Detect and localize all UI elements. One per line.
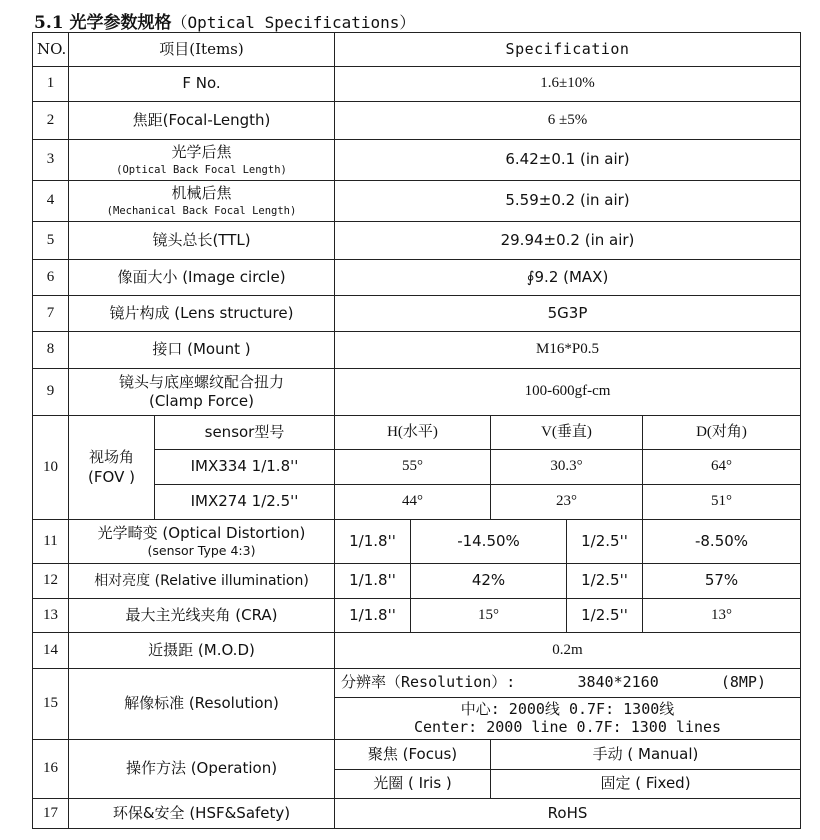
table-row (33, 222, 801, 260)
item-label: 环保&安全 (HSF&Safety) (69, 799, 335, 829)
table-row (33, 140, 801, 181)
fov-v-value: 23° (491, 485, 643, 520)
spec-value: ∮9.2 (MAX) (335, 260, 801, 296)
sensor-size: 1/2.5'' (567, 564, 643, 599)
spec-value: 29.94±0.2 (in air) (335, 222, 801, 260)
row-number: 4 (33, 181, 69, 222)
spec-value: 6.42±0.1 (in air) (335, 140, 801, 181)
row-number: 12 (33, 564, 69, 599)
distortion-value: -14.50% (411, 520, 567, 564)
item-label: F No. (69, 67, 335, 102)
spec-value: 6 ±5% (335, 102, 801, 140)
sensor-size: 1/1.8'' (335, 599, 411, 633)
fov-d-value: 64° (643, 450, 801, 485)
fov-h-header: H(水平) (335, 416, 491, 450)
row-number: 16 (33, 740, 69, 799)
table-row (33, 102, 801, 140)
sensor-size: 1/2.5'' (567, 520, 643, 564)
item-label: 最大主光线夹角 (CRA) (69, 599, 335, 633)
table-row (33, 599, 801, 633)
spec-value: 0.2m (335, 633, 801, 669)
table-row (33, 67, 801, 102)
spec-value: 5.59±0.2 (in air) (335, 181, 801, 222)
fov-sensor-header: sensor型号 (155, 416, 335, 450)
header-no: NO. (33, 33, 69, 67)
fov-v-value: 30.3° (491, 450, 643, 485)
sensor-size: 1/1.8'' (335, 520, 411, 564)
item-label: 焦距(Focal-Length) (69, 102, 335, 140)
table-row (33, 633, 801, 669)
row-number: 13 (33, 599, 69, 633)
table-row (33, 564, 801, 599)
table-row (33, 799, 801, 829)
table-row (33, 296, 801, 332)
row-number: 7 (33, 296, 69, 332)
spec-value: 1.6±10% (335, 67, 801, 102)
spec-value: M16*P0.5 (335, 332, 801, 369)
row-number: 11 (33, 520, 69, 564)
optical-spec-table (32, 32, 801, 829)
item-label: 像面大小 (Image circle) (69, 260, 335, 296)
item-label: 解像标准 (Resolution) (69, 669, 335, 740)
sensor-size: 1/1.8'' (335, 564, 411, 599)
fov-h-value: 55° (335, 450, 491, 485)
illumination-value: 42% (411, 564, 567, 599)
table-row (33, 332, 801, 369)
focus-value: 手动 ( Manual) (491, 740, 801, 770)
item-label: 镜头与底座螺纹配合扭力 (Clamp Force) (69, 369, 335, 416)
fov-h-value: 44° (335, 485, 491, 520)
row-number: 14 (33, 633, 69, 669)
item-label: 镜头总长(TTL) (69, 222, 335, 260)
resolution-row (33, 669, 801, 698)
item-label: 光学后焦 (Optical Back Focal Length) (69, 140, 335, 181)
item-label: 接口 (Mount ) (69, 332, 335, 369)
fov-d-value: 51° (643, 485, 801, 520)
spec-value: 5G3P (335, 296, 801, 332)
row-number: 2 (33, 102, 69, 140)
item-label: 视场角 (FOV ) (69, 416, 155, 520)
row-number: 3 (33, 140, 69, 181)
row-number: 8 (33, 332, 69, 369)
cra-value: 13° (643, 599, 801, 633)
row-number: 17 (33, 799, 69, 829)
item-label: 机械后焦 (Mechanical Back Focal Length) (69, 181, 335, 222)
resolution-value: 分辨率（Resolution）: 3840*2160 (8MP) (335, 669, 801, 698)
row-number: 5 (33, 222, 69, 260)
item-label: 操作方法 (Operation) (69, 740, 335, 799)
fov-v-header: V(垂直) (491, 416, 643, 450)
resolution-lines: 中心: 2000线 0.7F: 1300线 Center: 2000 line 0.7F: 1300 lines (335, 698, 801, 740)
illumination-value: 57% (643, 564, 801, 599)
spec-value: 100-600gf-cm (335, 369, 801, 416)
fov-header-row (33, 416, 801, 450)
item-label: 镜片构成 (Lens structure) (69, 296, 335, 332)
section-title: 5.1 光学参数规格（Optical Specifications） (34, 13, 416, 33)
row-number: 10 (33, 416, 69, 520)
item-label: 相对亮度 (Relative illumination) (69, 564, 335, 599)
header-items: 项目(Items) (69, 33, 335, 67)
item-label: 光学畸变 (Optical Distortion) (sensor Type 4:3) (69, 520, 335, 564)
table-row (33, 369, 801, 416)
cra-value: 15° (411, 599, 567, 633)
iris-value: 固定 ( Fixed) (491, 770, 801, 799)
fov-sensor-name: IMX334 1/1.8'' (155, 450, 335, 485)
header-specification: Specification (335, 33, 801, 67)
table-row (33, 260, 801, 296)
spec-value: RoHS (335, 799, 801, 829)
fov-sensor-name: IMX274 1/2.5'' (155, 485, 335, 520)
fov-d-header: D(对角) (643, 416, 801, 450)
row-number: 9 (33, 369, 69, 416)
row-number: 1 (33, 67, 69, 102)
sensor-size: 1/2.5'' (567, 599, 643, 633)
distortion-value: -8.50% (643, 520, 801, 564)
row-number: 6 (33, 260, 69, 296)
table-row (33, 520, 801, 564)
row-number: 15 (33, 669, 69, 740)
item-label: 近摄距 (M.O.D) (69, 633, 335, 669)
iris-label: 光圈 ( Iris ) (335, 770, 491, 799)
focus-label: 聚焦 (Focus) (335, 740, 491, 770)
operation-row (33, 740, 801, 770)
table-row (33, 181, 801, 222)
table-header-row (33, 33, 801, 67)
